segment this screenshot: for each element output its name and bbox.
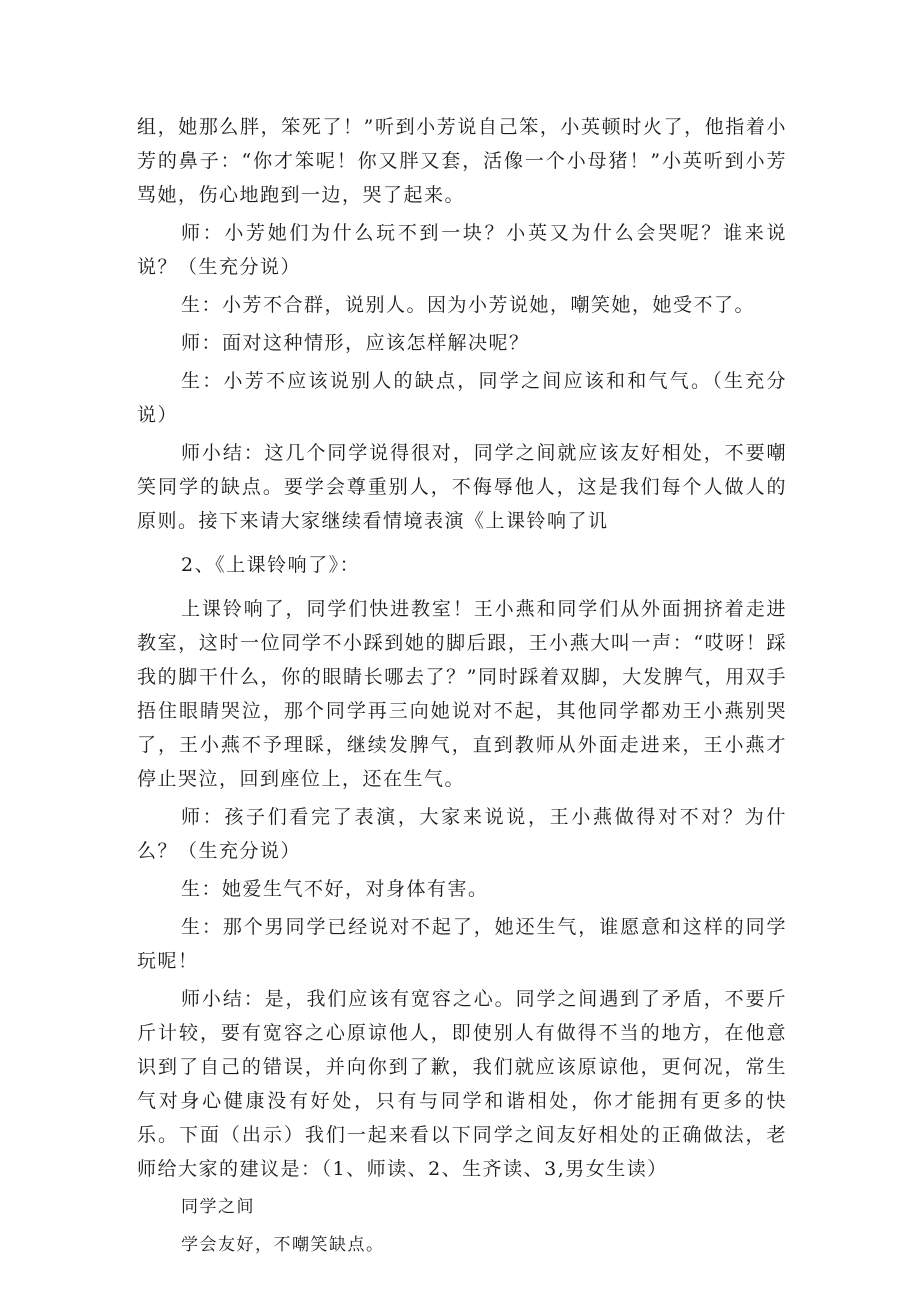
paragraph-teacher-question-2: 师：面对这种情形，应该怎样解决呢？ (181, 332, 530, 354)
list-heading: 同学之间 (181, 1197, 255, 1217)
document-body (137, 110, 787, 1262)
section-heading-2: 2、《上课铃响了》： (181, 554, 361, 576)
paragraph-story-continuation: 组，她那么胖，笨死了！”听到小芳说自己笨，小英顿时火了，他指着小芳的鼻子：“你才笨呢！你又胖又套，活像一个小母猪！”小英听到小芳骂她，伤心地跑到一边，哭了起来。 (137, 116, 787, 206)
paragraph-teacher-summary-2: 师小结：是，我们应该有宽容之心。同学之间遇到了矛盾，不要斤斤计较，要有宽容之心原谅他人，即使别人有做得不当的地方，在他意识到了自己的错误，并向你到了歉，我们就应该原谅他，更何况，常生气对身心健康没有好处，只有与同学和谐相处，你才能拥有更多的快乐。下面（出示）我们一起来看以下同学之间友好相处的正确做法，老师给大家的建议是：（1、师读、2、生齐读、3,男女生读） (137, 988, 787, 1180)
paragraph-teacher-summary-1: 师小结：这几个同学说得很对，同学之间就应该友好相处，不要嘲笑同学的缺点。要学会尊重别人，不侮辱他人，这是我们每个人做人的原则。接下来请大家继续看情境表演《上课铃响了讥 (137, 442, 787, 532)
paragraph-scene-description: 上课铃响了，同学们快进教室！王小燕和同学们从外面拥挤着走进教室，这时一位同学不小踩到她的脚后跟，王小燕大叫一声：“哎呀！踩我的脚干什么，你的眼睛长哪去了？”同时踩着双脚，大发脾气，用双手捂住眼睛哭泣，那个同学再三向她说对不起，其他同学都劝王小燕别哭了，王小燕不予理睬，继续发脾气，直到教师从外面走进来，王小燕才停止哭泣，回到座位上，还在生气。 (137, 598, 787, 790)
paragraph-student-answer-4: 生：那个男同学已经说对不起了，她还生气，谁愿意和这样的同学玩呢！ (137, 916, 787, 972)
paragraph-teacher-question-3: 师：孩子们看完了表演，大家来说说，王小燕做得对不对？为什么？（生充分说） (137, 806, 787, 862)
paragraph-teacher-question-1: 师：小芳她们为什么玩不到一块？小英又为什么会哭呢？谁来说说？（生充分说） (137, 222, 787, 278)
list-item: 学会友好，不嘲笑缺点。 (181, 1235, 385, 1255)
paragraph-student-answer-3: 生：她爱生气不好，对身体有害。 (181, 878, 489, 900)
paragraph-student-answer-1: 生：小芳不合群，说别人。因为小芳说她，嘲笑她，她受不了。 (181, 294, 756, 316)
paragraph-student-answer-2: 生：小芳不应该说别人的缺点，同学之间应该和和气气。（生充分说） (137, 370, 787, 426)
